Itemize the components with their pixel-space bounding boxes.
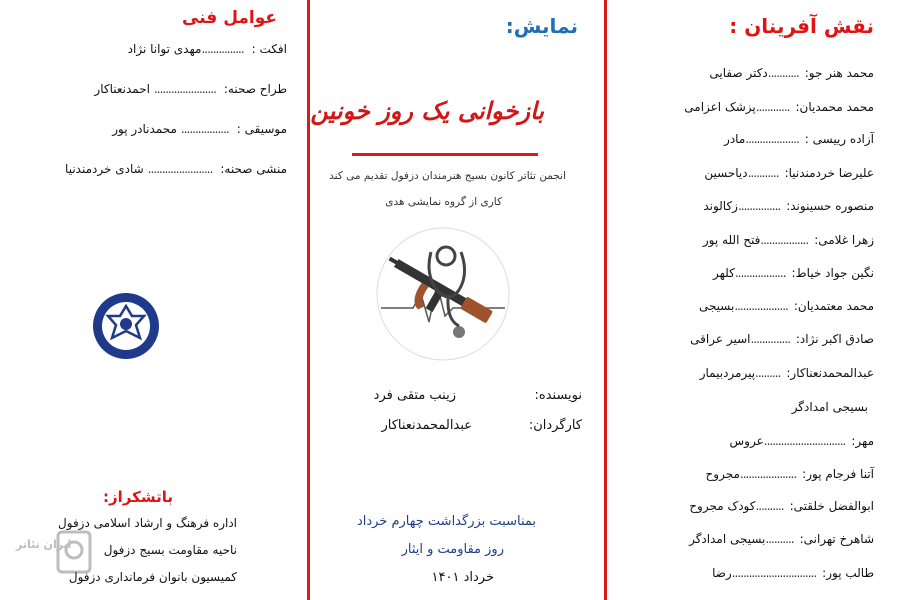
cast-actor: محمد معتمدیان: bbox=[793, 299, 874, 313]
cast-dots: .............. bbox=[750, 332, 790, 346]
cast-row bbox=[724, 132, 874, 146]
cast-role: پیرمردبیمار bbox=[699, 366, 756, 380]
cast-dots: ........... bbox=[747, 166, 779, 180]
cast-row bbox=[704, 166, 874, 180]
cast-heading: نقش آفرینان : bbox=[729, 14, 874, 38]
thanks-item: ناحیه مقاومت بسیج دزفول bbox=[103, 543, 237, 557]
cast-actor: شاهرخ تهرانی: bbox=[799, 532, 874, 546]
director-label: کارگردان: bbox=[528, 418, 582, 433]
writer-label: نویسنده: bbox=[534, 388, 582, 403]
occasion-line-1: بمناسبت بزرگداشت چهارم خرداد bbox=[356, 514, 536, 529]
cast-row bbox=[700, 366, 874, 380]
cast-actor: صادق اکبر نژاد: bbox=[795, 332, 874, 346]
cast-row bbox=[712, 566, 874, 580]
cast-row bbox=[713, 266, 874, 280]
left-panel bbox=[0, 0, 305, 600]
cast-actor: محمد محمدیان: bbox=[795, 100, 874, 114]
cast-dots: .............................. bbox=[731, 566, 817, 580]
cast-role: عروس bbox=[729, 434, 764, 448]
group-logo-icon bbox=[92, 292, 160, 360]
cast-dots: .......... bbox=[765, 532, 794, 546]
director-name: عبدالمحمدنعناکار bbox=[381, 418, 472, 433]
intro-line-1: انجمن تئاتر کانون بسیج هنرمندان دزفول تقدیم می کند bbox=[329, 170, 566, 182]
cast-row bbox=[690, 332, 874, 346]
cast-actor: علیرضا خردمندنیا: bbox=[784, 166, 874, 180]
cast-role: بسیجی bbox=[698, 299, 735, 313]
cast-dots: .................... bbox=[739, 467, 797, 481]
cast-actor: زهرا غلامی: bbox=[814, 233, 874, 247]
cast-row bbox=[689, 532, 874, 546]
cast-dots: ........... bbox=[767, 66, 799, 80]
cast-role: فتح الله پور bbox=[702, 233, 761, 247]
cast-row bbox=[684, 100, 874, 114]
cast-row bbox=[730, 434, 874, 448]
cast-dots: ................. bbox=[760, 233, 809, 247]
cast-actor: عبدالمحمدنعناکار: bbox=[786, 366, 874, 380]
thanks-item: اداره فرهنگ و ارشاد اسلامی دزفول bbox=[58, 516, 237, 530]
cast-dots: .................. bbox=[734, 266, 786, 280]
cast-actor: آتنا فرجام پور: bbox=[802, 467, 874, 481]
cast-row bbox=[709, 66, 874, 80]
rifle-stethoscope-icon bbox=[373, 224, 513, 364]
cast-actor: نگین جواد خیاط: bbox=[791, 266, 874, 280]
crew-row: منشی صحنه: ....................... شادی خردمندنیا bbox=[65, 162, 287, 176]
cast-dots: .......... bbox=[755, 499, 784, 513]
crew-row: موسیقی : ................. محمدنادر پور bbox=[112, 122, 287, 136]
cast-role: پزشک اعزامی bbox=[684, 100, 756, 114]
cast-role: زکالوند bbox=[703, 199, 738, 213]
cast-row bbox=[689, 499, 874, 513]
cast-row bbox=[706, 467, 874, 481]
poster-image bbox=[373, 224, 513, 364]
cast-row bbox=[792, 400, 874, 414]
thanks-heading: باتشکراز: bbox=[103, 488, 173, 506]
cast-actor: آزاده رییسی : bbox=[804, 132, 874, 146]
crew-row: طراح صحنه: ...................... احمدنعناکار bbox=[94, 82, 287, 96]
cast-actor: محمد هنر جو: bbox=[804, 66, 874, 80]
cast-dots: ................... bbox=[745, 132, 799, 146]
technical-crew-heading: عوامل فنی bbox=[182, 8, 277, 28]
cast-dots: ............................. bbox=[763, 434, 846, 448]
cast-row bbox=[703, 199, 874, 213]
cast-role: کودک مجروح bbox=[689, 499, 756, 513]
group-logo bbox=[92, 292, 160, 360]
cast-row bbox=[699, 299, 874, 313]
cast-role: مادر bbox=[724, 132, 746, 146]
cast-actor: ابوالفضل خلقتی: bbox=[789, 499, 874, 513]
cast-role: دیاحسین bbox=[704, 166, 748, 180]
watermark: ایران تئاتر bbox=[16, 524, 94, 584]
watermark-icon bbox=[54, 528, 94, 576]
play-heading: نمایش: bbox=[505, 14, 578, 38]
cast-dots: ............... bbox=[737, 199, 781, 213]
crew-row: افکت : ............... مهدی توانا نژاد bbox=[127, 42, 287, 56]
cast-row bbox=[703, 233, 874, 247]
cast-actor: مهر: bbox=[851, 434, 874, 448]
cast-role: دکتر صفایی bbox=[709, 66, 768, 80]
cast-dots: ............ bbox=[755, 100, 790, 114]
intro-line-2: کاری از گروه نمایشی هدی bbox=[385, 196, 502, 208]
cast-actor: طالب پور: bbox=[822, 566, 874, 580]
cast-actor: منصوره حسینوند: bbox=[786, 199, 874, 213]
center-panel bbox=[310, 0, 604, 600]
cast-role: بسیجی امدادگر bbox=[791, 400, 868, 414]
writer-name: زینب متقی فرد bbox=[373, 388, 456, 403]
play-title: بازخوانی یک روز خونین bbox=[310, 96, 544, 125]
occasion-date: خرداد ۱۴۰۱ bbox=[431, 570, 494, 585]
occasion-line-2: روز مقاومت و ایثار bbox=[401, 542, 504, 557]
cast-role: رضا bbox=[712, 566, 732, 580]
cast-role: بسیجی امدادگر bbox=[689, 532, 766, 546]
title-underline bbox=[352, 153, 538, 156]
thanks-item: کمیسیون بانوان فرمانداری دزفول bbox=[68, 570, 237, 584]
cast-role: کلهر bbox=[713, 266, 735, 280]
cast-role: اسیر عراقی bbox=[690, 332, 751, 346]
cast-role: مجروح bbox=[705, 467, 740, 481]
right-panel bbox=[607, 0, 900, 600]
cast-dots: ................... bbox=[734, 299, 788, 313]
cast-dots: ......... bbox=[755, 366, 781, 380]
